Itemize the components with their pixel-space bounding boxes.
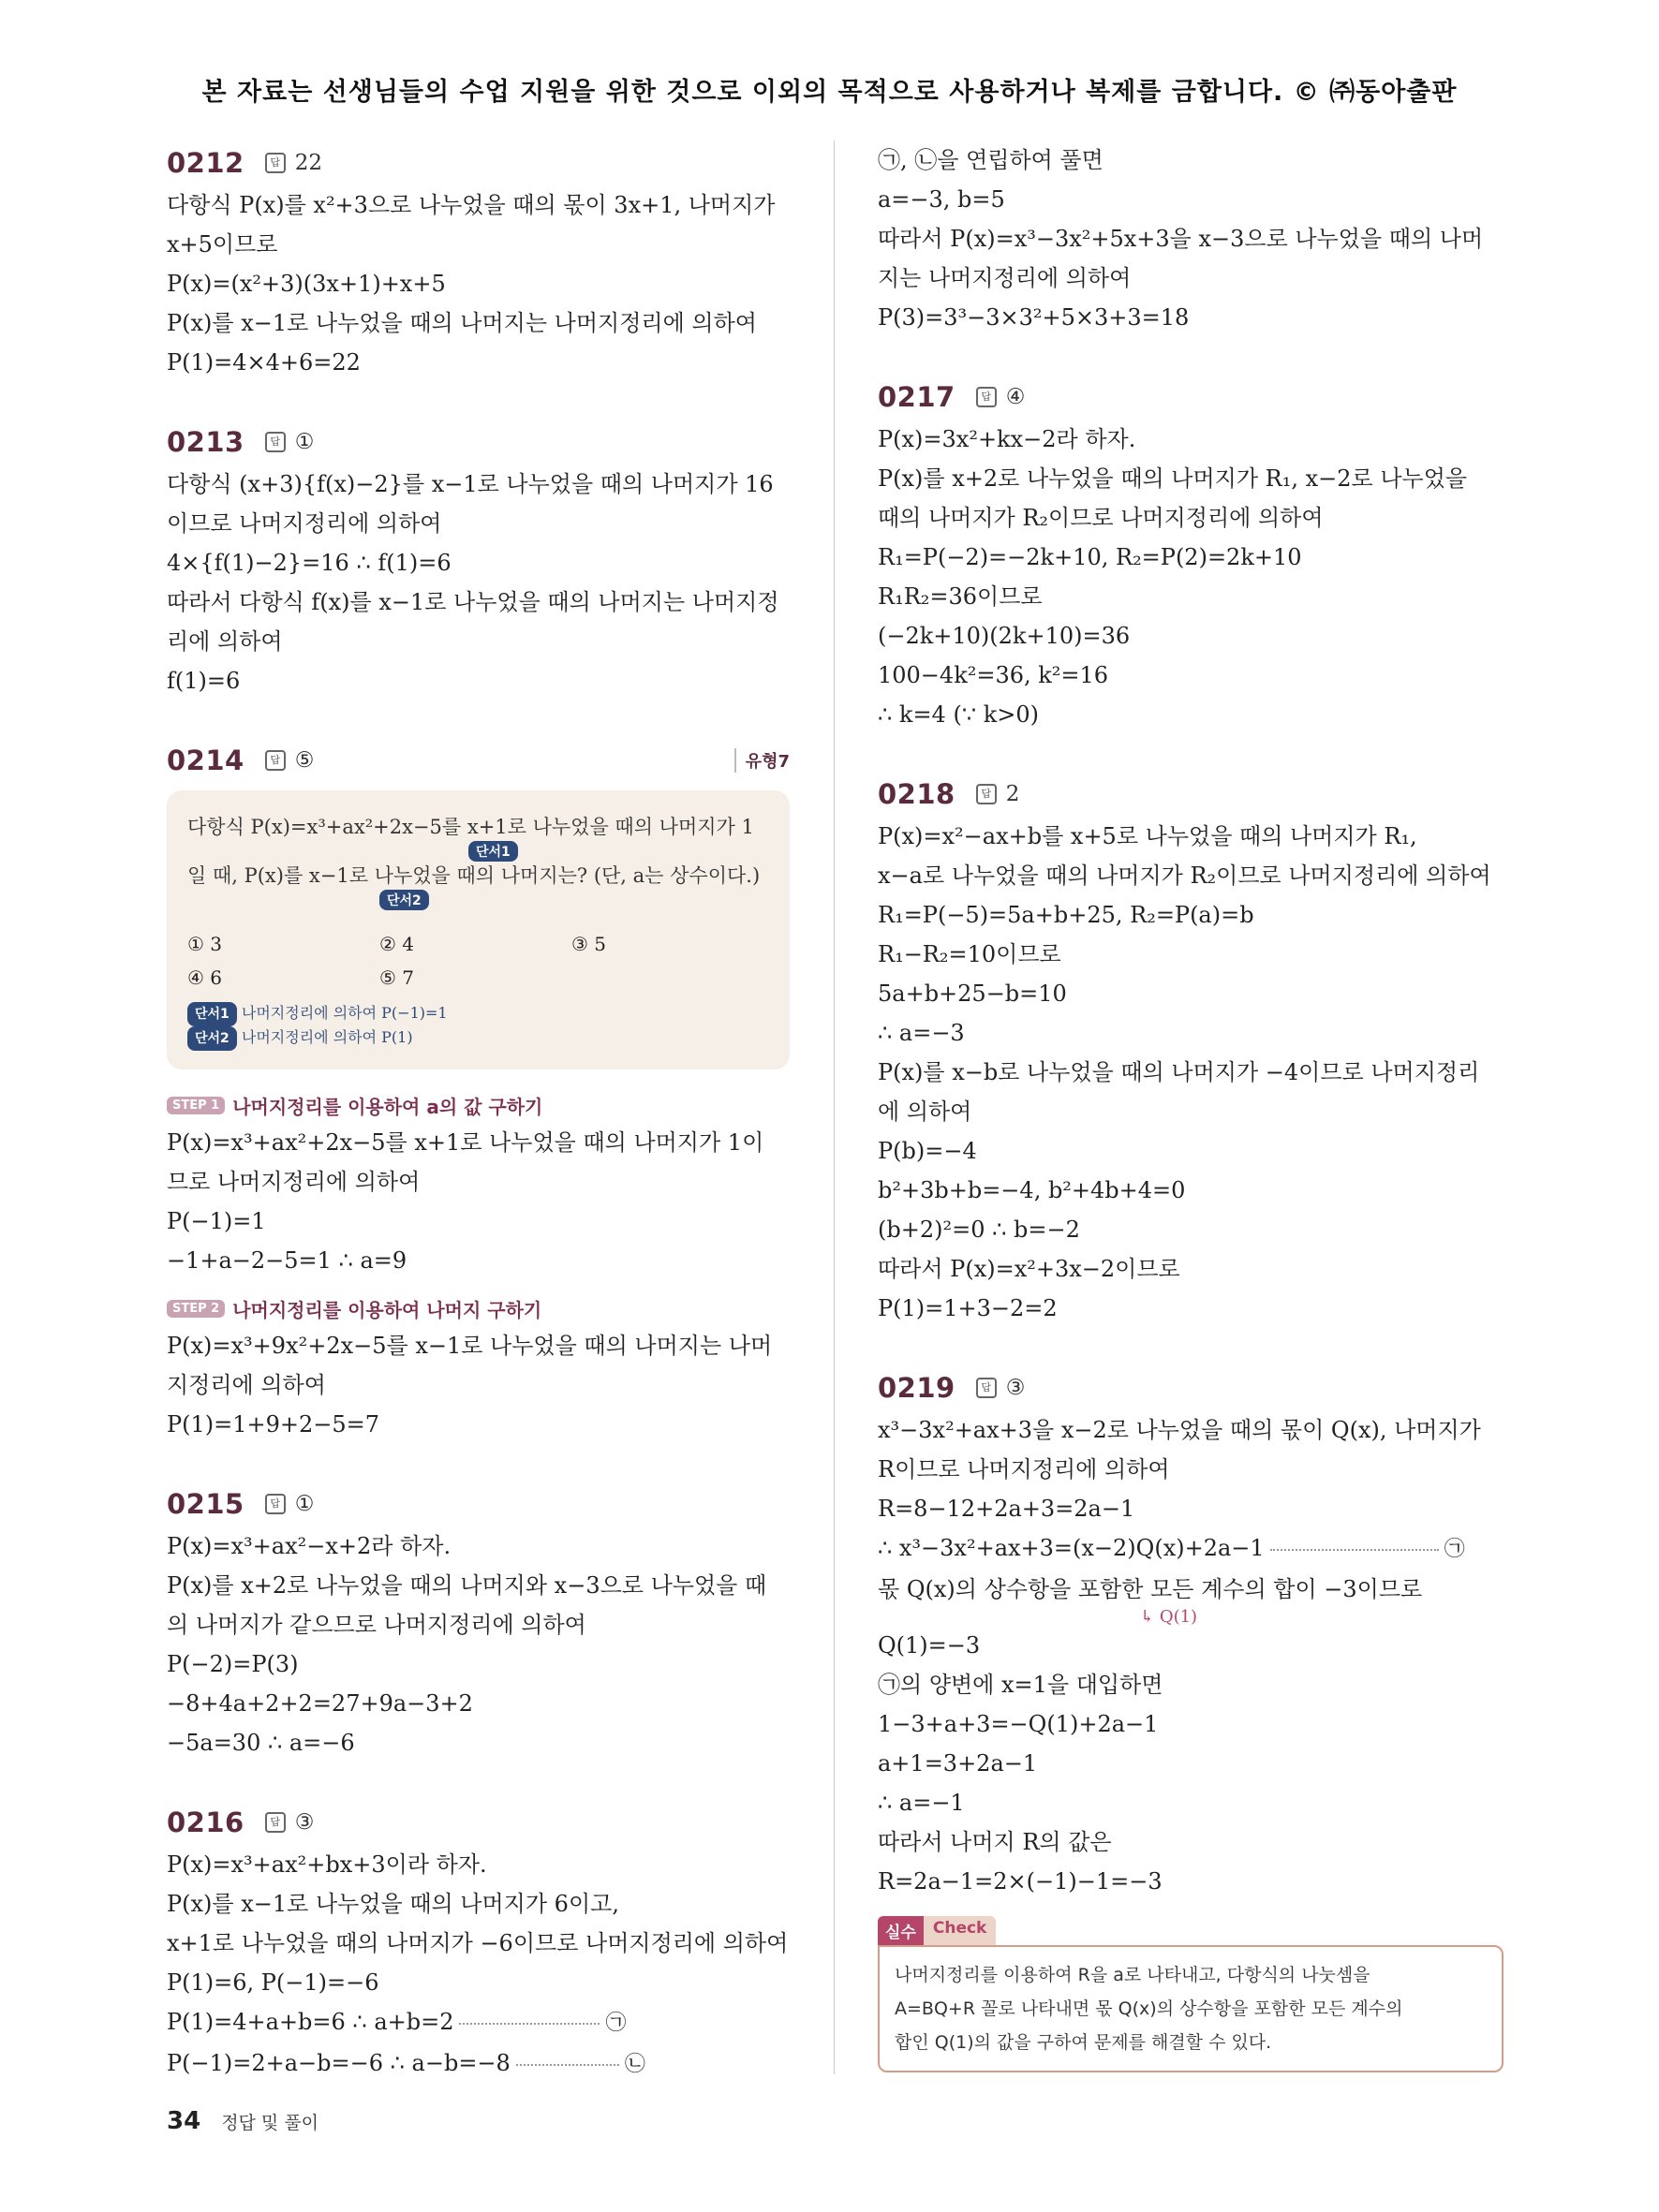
solution-line: 5a+b+25−b=10: [878, 981, 1067, 1007]
problem-0215: [167, 1482, 790, 1762]
solution-line: −8+4a+2+2=27+9a−3+2: [167, 1690, 473, 1717]
annotation: ↳ Q(1): [1140, 1607, 1198, 1627]
problem-number: 0219: [878, 1372, 955, 1404]
solution-line: x+5이므로: [167, 231, 278, 258]
step-title: 나머지정리를 이용하여 나머지 구하기: [232, 1299, 542, 1321]
answer: ③: [1005, 1376, 1026, 1400]
solution-line: P(x)=3x²+kx−2라 하자.: [878, 426, 1136, 452]
check-content: [878, 1945, 1503, 2072]
solution-line: P(1)=1+3−2=2: [878, 1295, 1058, 1321]
answer-icon: 답: [265, 1494, 286, 1514]
solution-line: P(x)=x³+ax²+2x−5를 x+1로 나누었을 때의 나머지가 1이: [167, 1129, 764, 1156]
step-title: 나머지정리를 이용하여 a의 값 구하기: [232, 1096, 543, 1118]
solution-line: (−2k+10)(2k+10)=36: [878, 623, 1131, 649]
check-title: Check: [924, 1916, 997, 1945]
problem-0214: [167, 738, 790, 1444]
solution-line: 다항식 P(x)를 x²+3으로 나누었을 때의 몫이 3x+1, 나머지가: [167, 192, 776, 218]
solution-line: 따라서 P(x)=x²+3x−2이므로: [878, 1256, 1180, 1282]
equation-marker: ㉡: [624, 2053, 645, 2076]
solution-line: P(x)를 x+2로 나누었을 때의 나머지와 x−3으로 나누었을 때: [167, 1572, 767, 1599]
problem-number: 0218: [878, 778, 955, 810]
hint-explanation: 단서1 나머지정리에 의하여 P(−1)=1: [187, 1002, 769, 1026]
solution-line: P(x)를 x−1로 나누었을 때의 나머지는 나머지정리에 의하여: [167, 310, 757, 336]
solution-line: 의 나머지가 같으므로 나머지정리에 의하여: [167, 1612, 586, 1638]
solution-line: x³−3x²+ax+3을 x−2로 나누었을 때의 몫이 Q(x), 나머지가: [878, 1417, 1481, 1443]
step-heading: [167, 1092, 790, 1119]
solution-line: ㉠, ㉡을 연립하여 풀면: [878, 147, 1104, 173]
hint-badge: 단서1: [187, 1002, 237, 1026]
answer: ③: [294, 1810, 315, 1835]
solution-line: R이므로 나머지정리에 의하여: [878, 1456, 1170, 1482]
equation-line: P(1)=4+a+b=6 ∴ a+b=2 ㉠: [167, 2009, 627, 2035]
solution-line: P(b)=−4: [878, 1138, 977, 1164]
equation-line: P(−1)=2+a−b=−6 ∴ a−b=−8 ㉡: [167, 2050, 645, 2076]
solution-line: b²+3b+b=−4, b²+4b+4=0: [878, 1177, 1186, 1203]
answer-icon: 답: [976, 387, 997, 407]
solution-line: 때의 나머지가 R₂이므로 나머지정리에 의하여: [878, 505, 1324, 531]
answer: ①: [294, 1492, 315, 1516]
option: ④ 6: [187, 966, 223, 989]
solution-line: P(x)=(x²+3)(3x+1)+x+5: [167, 271, 446, 297]
solution-line: 따라서 나머지 R의 값은: [878, 1829, 1112, 1855]
check-line: 합인 Q(1)의 값을 구하여 문제를 해결할 수 있다.: [895, 2032, 1272, 2053]
solution-line: 이므로 나머지정리에 의하여: [167, 510, 442, 537]
step-badge: STEP 2: [167, 1300, 225, 1318]
solution-line: P(−2)=P(3): [167, 1651, 299, 1677]
equation-marker: ㉠: [1444, 1538, 1465, 1561]
answer-options: [187, 927, 769, 995]
solution-line: 리에 의하여: [167, 628, 283, 655]
solution-line: 따라서 다항식 f(x)를 x−1로 나누었을 때의 나머지는 나머지정: [167, 589, 779, 615]
check-line: 나머지정리를 이용하여 R을 a로 나타내고, 다항식의 나눗셈을: [895, 1965, 1370, 1985]
solution-line: 므로 나머지정리에 의하여: [167, 1169, 421, 1195]
solution-line: ∴ a=−1: [878, 1790, 965, 1816]
solution-line: P(1)=6, P(−1)=−6: [167, 1969, 379, 1996]
problem-0212: [167, 140, 790, 382]
column-divider: [834, 140, 835, 2074]
answer: ④: [1005, 385, 1026, 409]
solution-line: 4×{f(1)−2}=16 ∴ f(1)=6: [167, 550, 452, 576]
right-column: [878, 140, 1503, 2110]
solution-line: R=2a−1=2×(−1)−1=−3: [878, 1868, 1163, 1895]
solution-line: 에 의하여: [878, 1099, 972, 1125]
solution-line: x+1로 나누었을 때의 나머지가 −6이므로 나머지정리에 의하여: [167, 1930, 789, 1956]
solution-line: R₁−R₂=10이므로: [878, 941, 1061, 967]
equation-marker: ㉠: [605, 2012, 627, 2035]
solution-line: −1+a−2−5=1 ∴ a=9: [167, 1247, 407, 1274]
option: ③ 5: [571, 933, 607, 955]
solution-line: 1−3+a+3=−Q(1)+2a−1: [878, 1711, 1159, 1737]
answer: 2: [1005, 782, 1020, 806]
answer-icon: 답: [265, 1812, 286, 1833]
solution-line: 100−4k²=36, k²=16: [878, 662, 1109, 688]
solution-line: 지는 나머지정리에 의하여: [878, 265, 1132, 291]
problem-0218: [878, 772, 1503, 1328]
answer-icon: 답: [265, 750, 286, 771]
equation-line: ∴ x³−3x²+ax+3=(x−2)Q(x)+2a−1 ㉠: [878, 1535, 1465, 1561]
solution-line: R₁=P(−5)=5a+b+25, R₂=P(a)=b: [878, 902, 1254, 928]
problem-number: 0215: [167, 1488, 244, 1520]
solution-line: P(1)=4×4+6=22: [167, 349, 361, 376]
solution-line: R=8−12+2a+3=2a−1: [878, 1496, 1135, 1522]
hint-badge: 단서1: [468, 841, 518, 862]
leader-dots: [516, 2064, 619, 2066]
option: ⑤ 7: [379, 966, 415, 989]
solution-line: P(1)=1+9+2−5=7: [167, 1411, 380, 1438]
hint-badge: 단서2: [187, 1026, 237, 1051]
check-tag: 실수: [878, 1916, 924, 1945]
question-text: 일 때, P(x)를 x−1로 나누었을 때의 나머지는? (단, a는 상수이다.): [187, 864, 761, 887]
solution-line: (b+2)²=0 ∴ b=−2: [878, 1217, 1080, 1243]
check-line: A=BQ+R 꼴로 나타내면 몫 Q(x)의 상수항을 포함한 모든 계수의: [895, 1998, 1403, 2019]
solution-line: 따라서 P(x)=x³−3x²+5x+3을 x−3으로 나누었을 때의 나머: [878, 226, 1484, 252]
question-box: [167, 790, 790, 1069]
problem-number: 0217: [878, 381, 955, 413]
hint-explanation: 단서2 나머지정리에 의하여 P(1): [187, 1026, 769, 1051]
solution-line: Q(1)=−3: [878, 1632, 981, 1659]
solution-line: P(3)=3³−3×3²+5×3+3=18: [878, 304, 1190, 331]
problem-0219: [878, 1365, 1503, 2072]
solution-line: a=−3, b=5: [878, 186, 1005, 213]
problem-number: 0212: [167, 147, 244, 179]
solution-line: R₁R₂=36이므로: [878, 583, 1043, 610]
option: ② 4: [379, 933, 415, 955]
question-text: 다항식 P(x)=x³+ax²+2x−5를 x+1로 나누었을 때의 나머지가 1: [187, 816, 754, 838]
solution-line: P(x)를 x−b로 나누었을 때의 나머지가 −4이므로 나머지정리: [878, 1059, 1480, 1085]
answer-icon: 답: [976, 1378, 997, 1398]
type-tag: 유형7: [734, 748, 790, 773]
solution-line: ㉠의 양변에 x=1을 대입하면: [878, 1672, 1163, 1698]
left-column: [167, 140, 790, 2122]
solution-line: P(x)=x²−ax+b를 x+5로 나누었을 때의 나머지가 R₁,: [878, 823, 1417, 849]
solution-line: P(x)=x³+ax²+bx+3이라 하자.: [167, 1851, 487, 1878]
solution-line: x−a로 나누었을 때의 나머지가 R₂이므로 나머지정리에 의하여: [878, 863, 1491, 889]
solution-line: f(1)=6: [167, 668, 241, 694]
solution-line: P(−1)=1: [167, 1208, 266, 1234]
solution-line: −5a=30 ∴ a=−6: [167, 1730, 355, 1756]
step-heading: [167, 1295, 790, 1322]
solution-line: 몫 Q(x)의 상수항을 포함한 모든 계수의 합이 −3이므로: [878, 1576, 1423, 1602]
answer-icon: 답: [265, 153, 286, 173]
solution-line: P(x)=x³+9x²+2x−5를 x−1로 나누었을 때의 나머지는 나머: [167, 1333, 773, 1359]
problem-number: 0213: [167, 426, 244, 458]
check-box: [878, 1916, 1503, 2072]
option: ① 3: [187, 933, 223, 955]
hint-badge: 단서2: [379, 890, 429, 910]
problem-0216: [167, 1800, 790, 2085]
solution-line: a+1=3+2a−1: [878, 1750, 1038, 1777]
page-number: 34: [167, 2107, 201, 2135]
problem-0217: [878, 375, 1503, 734]
problem-number: 0216: [167, 1806, 244, 1838]
solution-line: 지정리에 의하여: [167, 1372, 326, 1398]
answer: 22: [294, 151, 322, 175]
answer: ⑤: [294, 748, 315, 773]
step-badge: STEP 1: [167, 1097, 225, 1114]
copyright-notice: 본 자료는 선생님들의 수업 지원을 위한 것으로 이외의 목적으로 사용하거나 복제를 금합니다. © ㈜동아출판: [201, 78, 1458, 107]
problem-0213: [167, 420, 790, 700]
solution-line: R₁=P(−2)=−2k+10, R₂=P(2)=2k+10: [878, 544, 1302, 570]
solution-line: P(x)=x³+ax²−x+2라 하자.: [167, 1533, 452, 1559]
leader-dots: [459, 2023, 600, 2025]
solution-line: ∴ k=4 (∵ k>0): [878, 701, 1039, 728]
answer: ①: [294, 430, 315, 454]
problem-number: 0214: [167, 745, 244, 776]
solution-line: 다항식 (x+3){f(x)−2}를 x−1로 나누었을 때의 나머지가 16: [167, 471, 774, 497]
answer-icon: 답: [976, 784, 997, 804]
leader-dots: [1270, 1549, 1439, 1551]
page-footer: [167, 2107, 318, 2135]
answer-icon: 답: [265, 432, 286, 452]
problem-0216-continued: [878, 140, 1503, 337]
solution-line: P(x)를 x−1로 나누었을 때의 나머지가 6이고,: [167, 1891, 619, 1917]
solution-line: ∴ a=−3: [878, 1020, 965, 1046]
solution-line: P(x)를 x+2로 나누었을 때의 나머지가 R₁, x−2로 나누었을: [878, 465, 1468, 492]
footer-title: 정답 및 풀이: [221, 2113, 319, 2133]
